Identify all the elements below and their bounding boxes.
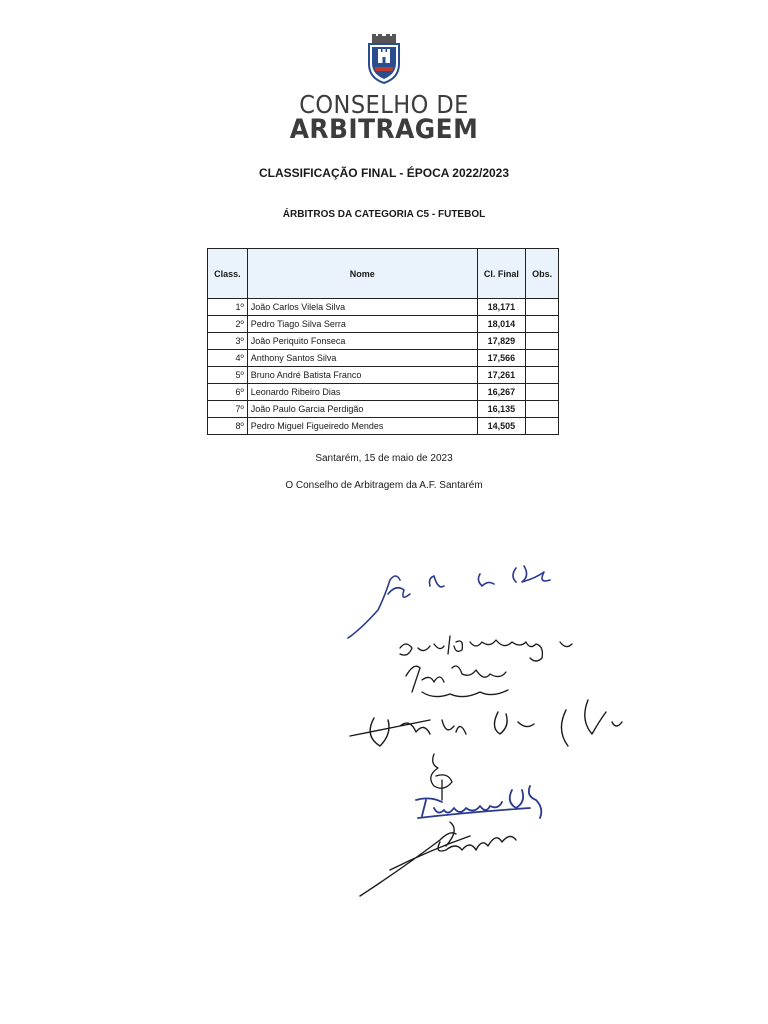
header-name: Nome: [247, 249, 477, 299]
cell-position: 4º: [208, 350, 248, 367]
signature-7: [360, 822, 516, 896]
table-header-row: [208, 249, 559, 299]
signature-3: [406, 666, 508, 697]
cell-position: 5º: [208, 367, 248, 384]
cell-obs: [526, 299, 559, 316]
table-row: [208, 350, 559, 367]
signature-6: [416, 786, 541, 818]
cell-final: 17,261: [477, 367, 526, 384]
document-title: CLASSIFICAÇÃO FINAL - ÉPOCA 2022/2023: [258, 166, 510, 180]
cell-obs: [526, 333, 559, 350]
signature-4: [350, 700, 622, 746]
document-subtitle: ÁRBITROS DA CATEGORIA C5 - FUTEBOL: [282, 209, 486, 220]
cell-final: 16,135: [477, 401, 526, 418]
cell-position: 6º: [208, 384, 248, 401]
table-row: [208, 418, 559, 435]
table-row: [208, 401, 559, 418]
cell-position: 7º: [208, 401, 248, 418]
place-and-date: Santarém, 15 de maio de 2023: [315, 453, 453, 464]
table-row: [208, 367, 559, 384]
cell-name: Bruno André Batista Franco: [247, 367, 477, 384]
table-row: [208, 333, 559, 350]
cell-obs: [526, 418, 559, 435]
cell-position: 1º: [208, 299, 248, 316]
cell-position: 3º: [208, 333, 248, 350]
org-name-line1: CONSELHO DE: [299, 90, 469, 119]
header-obs: Obs.: [526, 249, 559, 299]
cell-final: 18,014: [477, 316, 526, 333]
signature-1: [348, 566, 550, 638]
cell-position: 8º: [208, 418, 248, 435]
cell-final: 17,566: [477, 350, 526, 367]
table-row: [208, 384, 559, 401]
org-name-line2: ARBITRAGEM: [289, 114, 479, 145]
cell-name: Leonardo Ribeiro Dias: [247, 384, 477, 401]
header-final: Cl. Final: [477, 249, 526, 299]
cell-final: 17,829: [477, 333, 526, 350]
cell-final: 16,267: [477, 384, 526, 401]
cell-obs: [526, 401, 559, 418]
table-row: [208, 299, 559, 316]
cell-name: João Paulo Garcia Perdigão: [247, 401, 477, 418]
cell-name: Anthony Santos Silva: [247, 350, 477, 367]
ranking-table: [207, 248, 559, 435]
signoff-line: O Conselho de Arbitragem da A.F. Santarém: [285, 480, 483, 491]
signature-2: [400, 636, 572, 661]
cell-final: 14,505: [477, 418, 526, 435]
cell-final: 18,171: [477, 299, 526, 316]
signatures-block: [330, 550, 660, 910]
signature-5: [431, 754, 452, 800]
cell-obs: [526, 316, 559, 333]
cell-obs: [526, 350, 559, 367]
table-row: [208, 316, 559, 333]
cell-name: Pedro Miguel Figueiredo Mendes: [247, 418, 477, 435]
cell-name: Pedro Tiago Silva Serra: [247, 316, 477, 333]
cell-name: João Carlos Vilela Silva: [247, 299, 477, 316]
cell-position: 2º: [208, 316, 248, 333]
municipal-crest-icon: [362, 34, 406, 84]
cell-obs: [526, 367, 559, 384]
cell-name: João Periquito Fonseca: [247, 333, 477, 350]
cell-obs: [526, 384, 559, 401]
header-position: Class.: [208, 249, 248, 299]
